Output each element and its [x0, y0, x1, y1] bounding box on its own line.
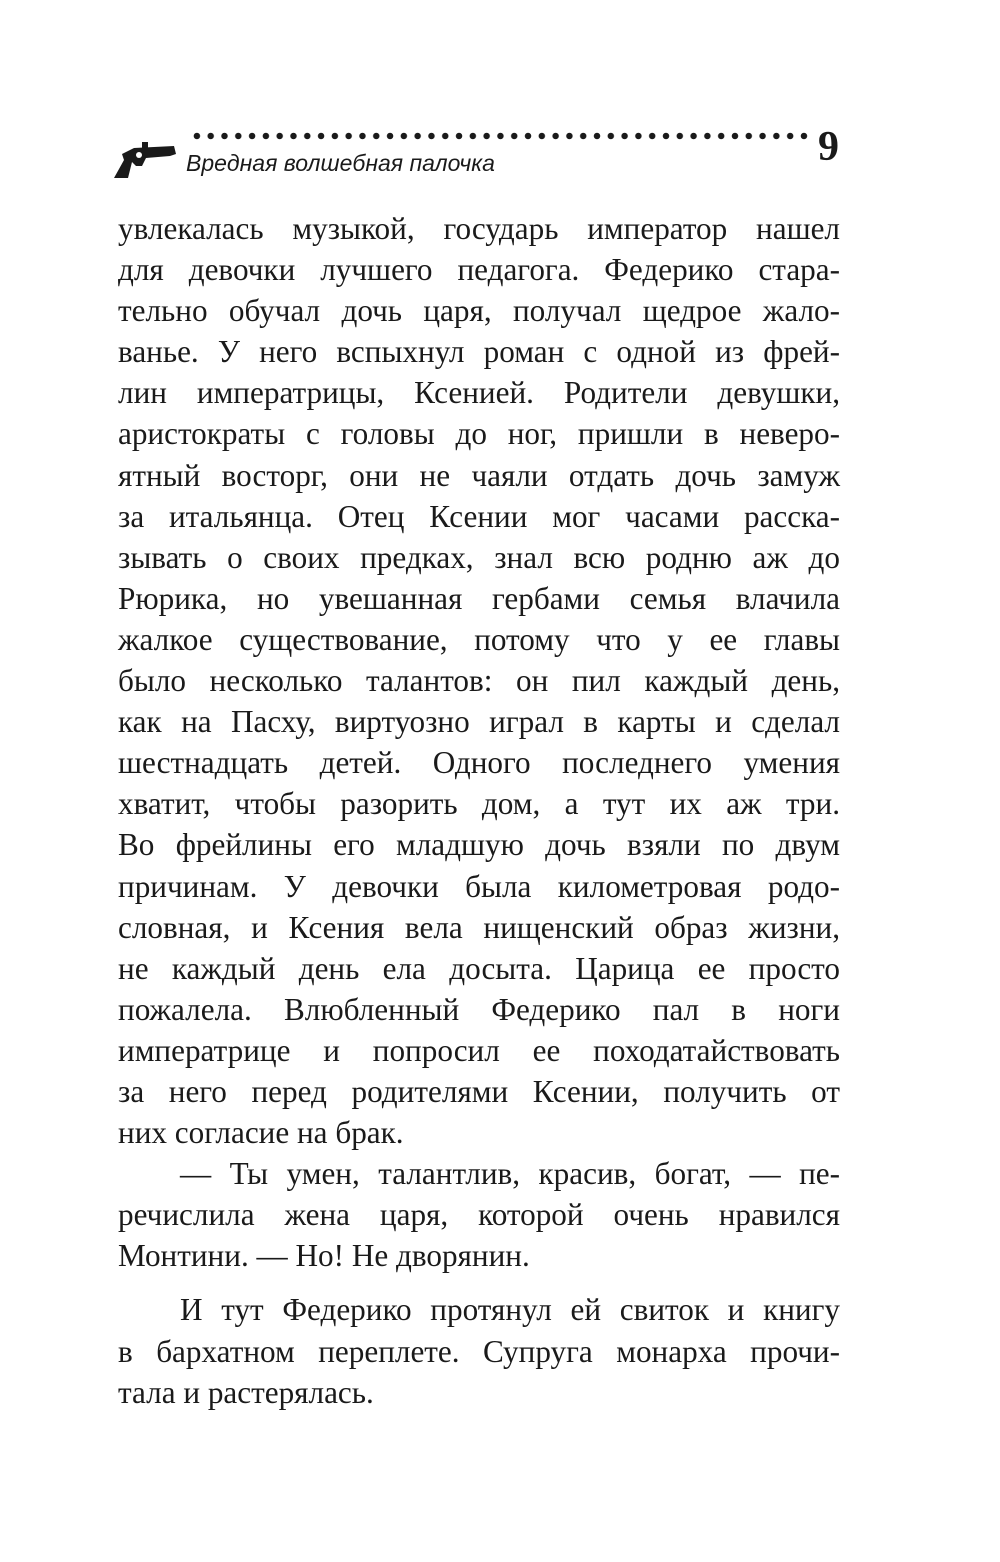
text-line: императрице и попросил ее походатайствовать: [118, 1032, 840, 1068]
paragraph-2: [118, 1153, 840, 1276]
text-line: словная, и Ксения вела нищенский образ жизни,: [118, 909, 840, 945]
dotted-rule: [190, 130, 812, 142]
text-line: за итальянца. Отец Ксении мог часами расска-: [118, 498, 840, 534]
text-line: в бархатном переплете. Супруга монарха прочи-: [118, 1333, 840, 1369]
body-text: [118, 208, 840, 1413]
text-line: ятный восторг, они не чаяли отдать дочь замуж: [118, 457, 840, 493]
text-line: как на Пасху, виртуозно играл в карты и сделал: [118, 704, 840, 740]
text-line: речислила жена царя, которой очень нравился: [118, 1197, 840, 1233]
text-line: зывать о своих предках, знал всю родню аж до: [118, 539, 840, 575]
running-header: [112, 124, 842, 188]
text-line: было несколько талантов: он пил каждый день,: [118, 663, 840, 699]
text-line: — Ты умен, талантлив, красив, богат, — пе-: [180, 1156, 840, 1192]
text-line: них согласие на брак.: [118, 1115, 404, 1151]
text-line: тельно обучал дочь царя, получал щедрое жало-: [118, 293, 840, 329]
text-line: лин императрицы, Ксенией. Родители девушки,: [118, 375, 840, 411]
text-line: увлекалась музыкой, государь император нашел: [118, 211, 840, 246]
text-line: аристократы с головы до ног, пришли в неверо-: [118, 416, 840, 452]
text-line: причинам. У девочки была километровая родо-: [118, 868, 840, 904]
text-line: тала и растерялась.: [118, 1374, 374, 1410]
text-line: И тут Федерико протянул ей свиток и книгу: [180, 1292, 840, 1328]
text-line: жалкое существование, потому что у ее главы: [118, 621, 840, 657]
text-line: шестнадцать детей. Одного последнего умения: [118, 745, 840, 781]
text-line: ванье. У него вспыхнул роман с одной из фрей-: [118, 334, 840, 370]
paragraph-gap: [118, 1276, 840, 1289]
text-line: Монтини. — Но! Не дворянин.: [118, 1238, 530, 1274]
page-number: 9: [818, 124, 839, 170]
text-line: пожалела. Влюбленный Федерико пал в ноги: [118, 991, 840, 1027]
text-line: Рюрика, но увешанная гербами семья влачила: [118, 580, 840, 616]
text-line: для девочки лучшего педагога. Федерико стара-: [118, 252, 840, 288]
paragraph-3: [118, 1289, 840, 1412]
text-line: не каждый день ела досыта. Царица ее просто: [118, 950, 840, 986]
revolver-icon: [112, 140, 178, 180]
text-line: Во фрейлины его младшую дочь взяли по двум: [118, 827, 840, 863]
text-line: за него перед родителями Ксении, получить от: [118, 1073, 840, 1109]
paragraph-1: [118, 208, 840, 1153]
running-title: Врeдная волшебная палочка: [186, 150, 495, 176]
text-line: хватит, чтобы разорить дом, а тут их аж три.: [118, 786, 840, 822]
